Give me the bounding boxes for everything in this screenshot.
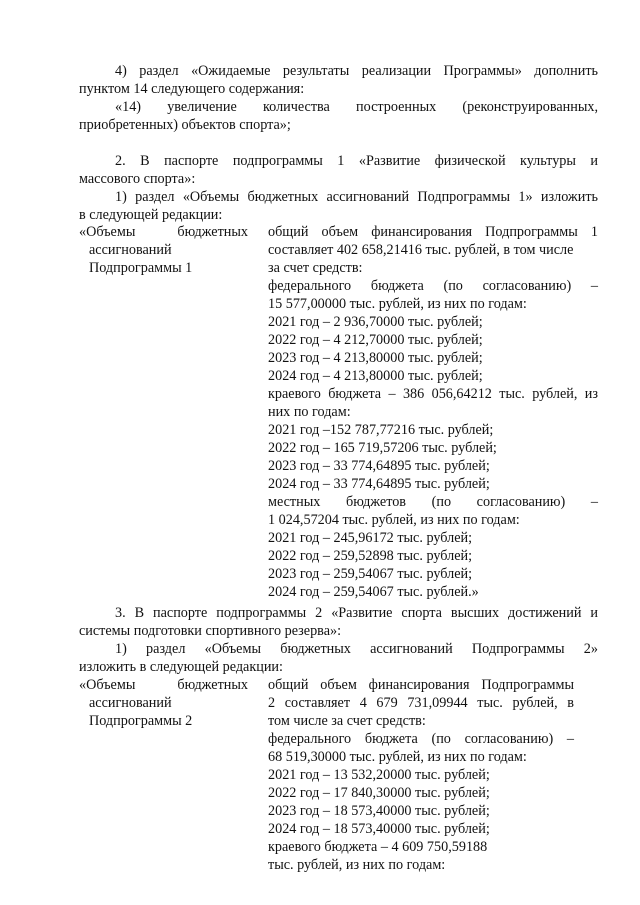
paragraph-line: приобретенных) объектов спорта»; bbox=[79, 117, 291, 133]
table2-left-cell: «Объемы бюджетных bbox=[79, 677, 248, 693]
table1-right-line: 2023 год – 33 774,64895 тыс. рублей; bbox=[268, 458, 490, 474]
table1-right-line: местных бюджетов (по согласованию) – bbox=[268, 494, 598, 510]
table1-right-line: 15 577,00000 тыс. рублей, из них по годам: bbox=[268, 296, 527, 312]
table1-right-line: краевого бюджета – 386 056,64212 тыс. рублей, из bbox=[268, 386, 598, 402]
table2-right-line: федерального бюджета (по согласованию) – bbox=[268, 731, 574, 747]
paragraph-line: 1) раздел «Объемы бюджетных ассигнований Подпрограммы 1» изложить bbox=[115, 189, 598, 205]
table1-left-cell: Подпрограммы 1 bbox=[89, 260, 193, 276]
table1-right-line: 2021 год –152 787,77216 тыс. рублей; bbox=[268, 422, 494, 438]
table1-right-line: 2023 год – 259,54067 тыс. рублей; bbox=[268, 566, 473, 582]
table1-right-line: 2024 год – 259,54067 тыс. рублей.» bbox=[268, 584, 479, 600]
table1-right-line: 1 024,57204 тыс. рублей, из них по годам: bbox=[268, 512, 520, 528]
table2-right-line: 2023 год – 18 573,40000 тыс. рублей; bbox=[268, 803, 490, 819]
paragraph-line: 1) раздел «Объемы бюджетных ассигнований Подпрограммы 2» bbox=[115, 641, 598, 657]
table2-left-cell: ассигнований bbox=[89, 695, 172, 711]
table2-left-cell: Подпрограммы 2 bbox=[89, 713, 193, 729]
paragraph-line: 2. В паспорте подпрограммы 1 «Развитие физической культуры и bbox=[115, 153, 598, 169]
table1-right-line: федерального бюджета (по согласованию) – bbox=[268, 278, 598, 294]
table2-right-line: том числе за счет средств: bbox=[268, 713, 426, 729]
paragraph-line: «14) увеличение количества построенных (реконструированных, bbox=[115, 99, 598, 115]
table2-right-line: 2024 год – 18 573,40000 тыс. рублей; bbox=[268, 821, 490, 837]
paragraph-line: в следующей редакции: bbox=[79, 207, 223, 223]
table2-right-line: 2 составляет 4 679 731,09944 тыс. рублей, в bbox=[268, 695, 574, 711]
table1-right-line: за счет средств: bbox=[268, 260, 363, 276]
table2-right-line: общий объем финансирования Подпрограммы bbox=[268, 677, 574, 693]
table1-right-line: 2022 год – 165 719,57206 тыс. рублей; bbox=[268, 440, 497, 456]
table1-left-cell: ассигнований bbox=[89, 242, 172, 258]
paragraph-line: изложить в следующей редакции: bbox=[79, 659, 283, 675]
table2-right-line: 2021 год – 13 532,20000 тыс. рублей; bbox=[268, 767, 490, 783]
table1-left-cell: «Объемы бюджетных bbox=[79, 224, 248, 240]
table1-right-line: 2021 год – 245,96172 тыс. рублей; bbox=[268, 530, 473, 546]
table2-right-line: тыс. рублей, из них по годам: bbox=[268, 857, 446, 873]
paragraph-line: массового спорта»: bbox=[79, 171, 196, 187]
table2-right-line: 2022 год – 17 840,30000 тыс. рублей; bbox=[268, 785, 490, 801]
paragraph-line: пунктом 14 следующего содержания: bbox=[79, 81, 305, 97]
table1-right-line: 2023 год – 4 213,80000 тыс. рублей; bbox=[268, 350, 483, 366]
table1-right-line: 2022 год – 259,52898 тыс. рублей; bbox=[268, 548, 473, 564]
table1-right-line: общий объем финансирования Подпрограммы 1 bbox=[268, 224, 598, 240]
paragraph-line: 3. В паспорте подпрограммы 2 «Развитие спорта высших достижений и bbox=[115, 605, 598, 621]
table2-right-line: краевого бюджета – 4 609 750,59188 bbox=[268, 839, 488, 855]
table1-right-line: 2021 год – 2 936,70000 тыс. рублей; bbox=[268, 314, 483, 330]
paragraph-line: системы подготовки спортивного резерва»: bbox=[79, 623, 342, 639]
table1-right-line: 2024 год – 33 774,64895 тыс. рублей; bbox=[268, 476, 490, 492]
table1-right-line: 2022 год – 4 212,70000 тыс. рублей; bbox=[268, 332, 483, 348]
table1-right-line: 2024 год – 4 213,80000 тыс. рублей; bbox=[268, 368, 483, 384]
table1-right-line: составляет 402 658,21416 тыс. рублей, в том числе bbox=[268, 242, 574, 258]
table2-right-line: 68 519,30000 тыс. рублей, из них по годам: bbox=[268, 749, 527, 765]
table1-right-line: них по годам: bbox=[268, 404, 351, 420]
paragraph-line: 4) раздел «Ожидаемые результаты реализации Программы» дополнить bbox=[115, 63, 598, 79]
